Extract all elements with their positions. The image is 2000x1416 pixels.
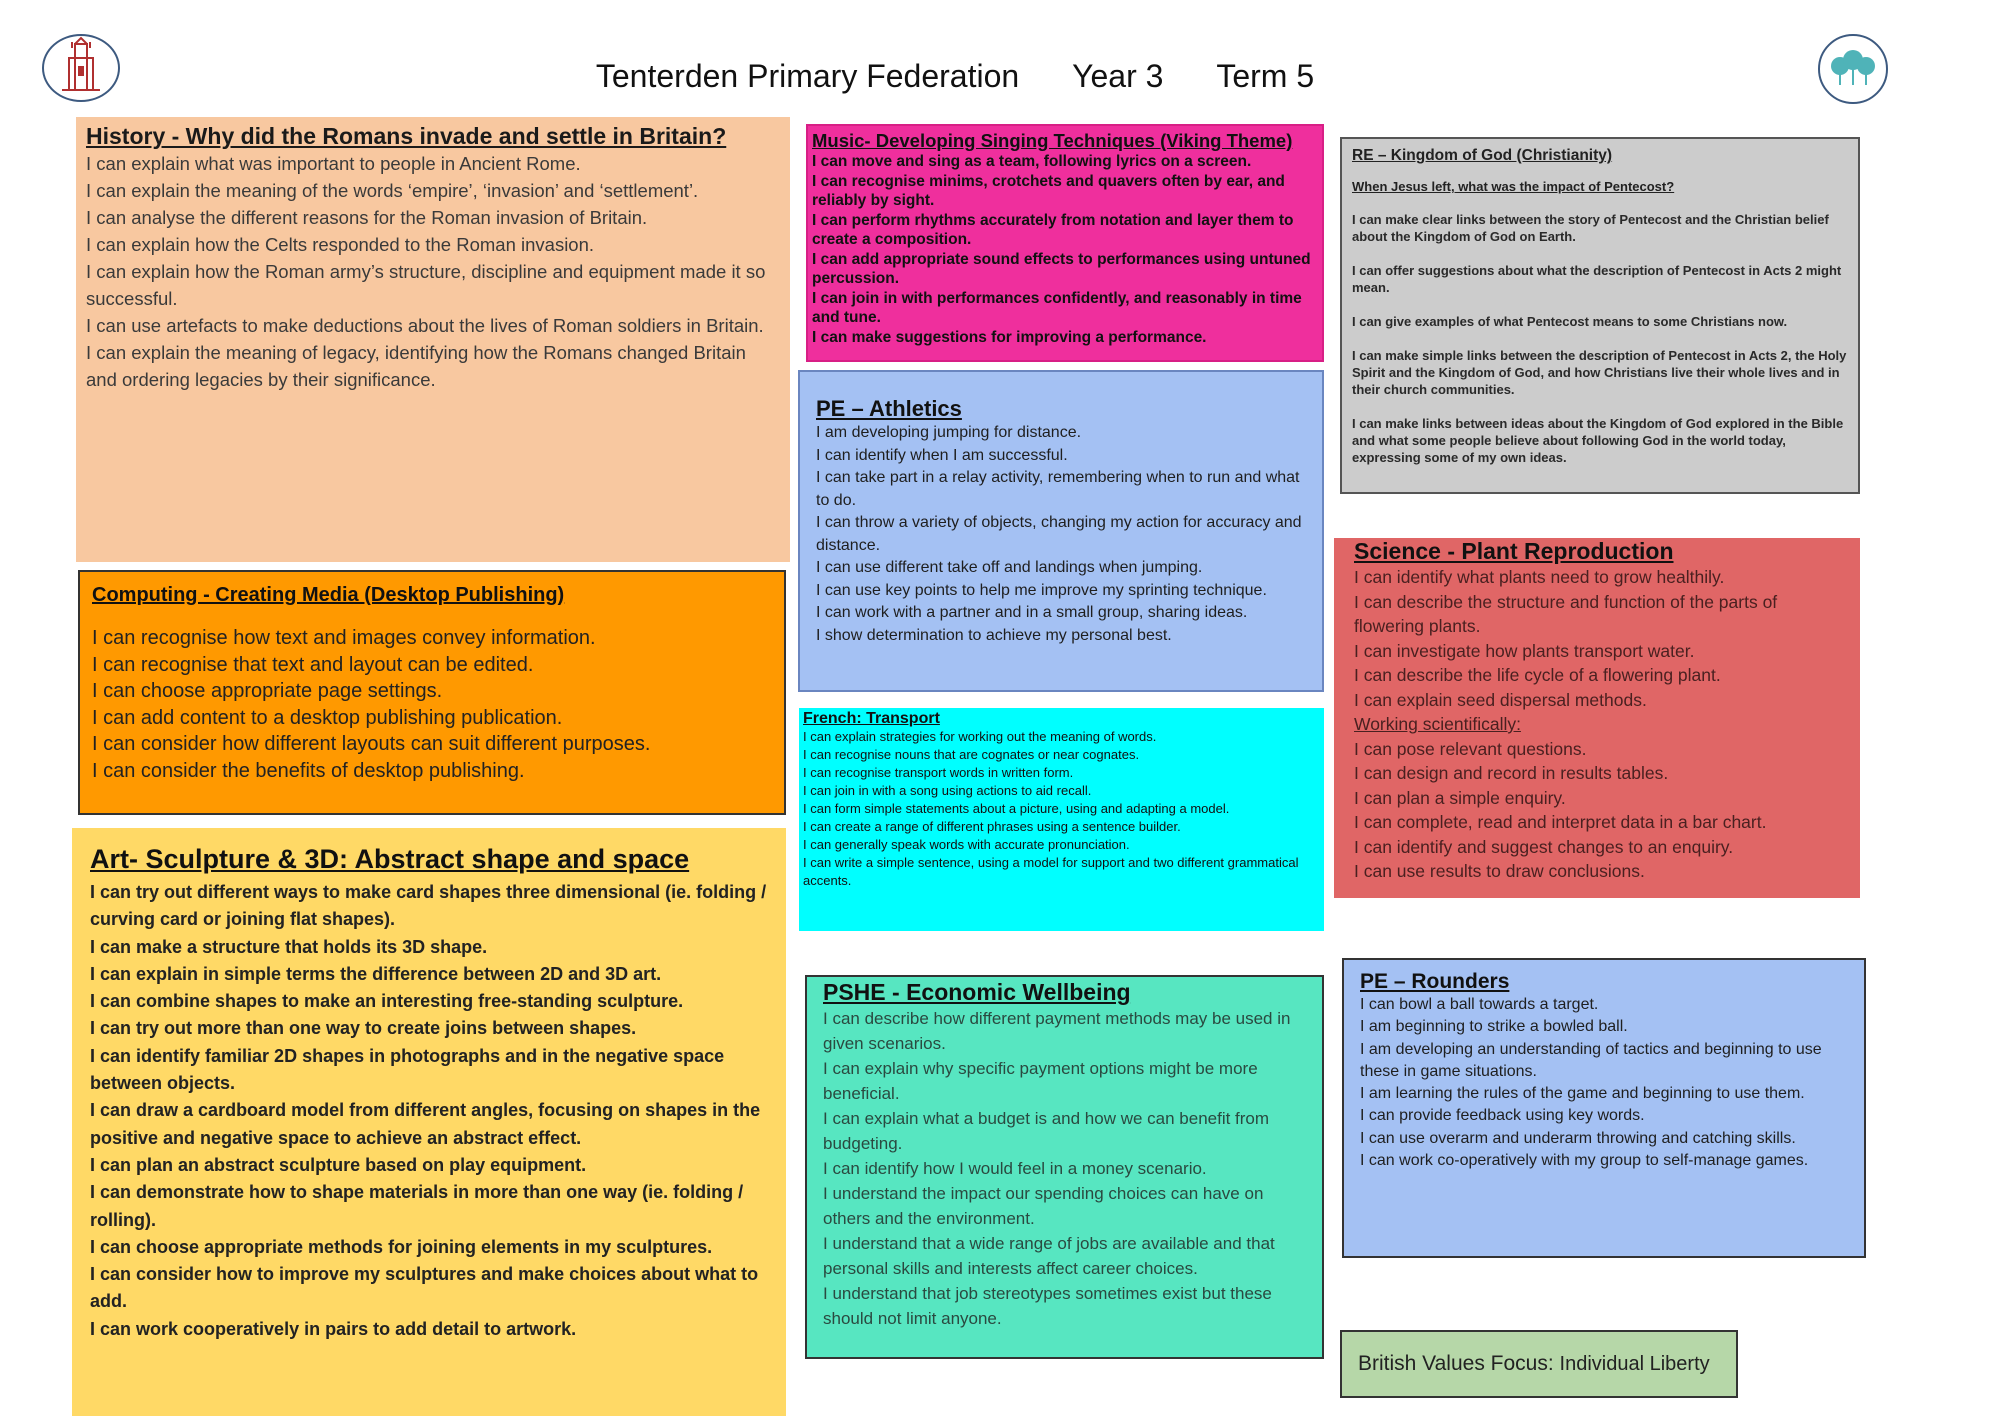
pe-athletics-line: I can work with a partner and in a small group, sharing ideas. — [816, 604, 1248, 621]
history-line: I can explain what was important to people in Ancient Rome. — [86, 153, 581, 174]
art-line: I can combine shapes to make an interesting free-standing sculpture. — [90, 991, 684, 1012]
pe-rounders-line: I am beginning to strike a bowled ball. — [1360, 1018, 1628, 1036]
pshe-line: I can describe how different payment methods may be used in given scenarios. — [823, 1009, 1291, 1053]
art-line: I can choose appropriate methods for joining elements in my sculptures. — [90, 1236, 713, 1257]
science-working-line: I can identify and suggest changes to an enquiry. — [1354, 836, 1734, 857]
french-line: I can write a simple sentence, using a model for support and two different grammatical accents. — [803, 855, 1299, 888]
science-line: I can identify what plants need to grow healthily. — [1354, 567, 1725, 587]
french-line: I can recognise transport words in written form. — [803, 765, 1074, 780]
art-line: I can try out more than one way to create joins between shapes. — [90, 1018, 637, 1039]
pe-rounders-line: I can provide feedback using key words. — [1360, 1107, 1645, 1125]
pe-rounders-title: PE – Rounders — [1360, 970, 1510, 993]
pe-rounders-line: I can use overarm and underarm throwing and catching skills. — [1360, 1129, 1796, 1147]
working-scientifically-heading: Working scientifically: — [1354, 714, 1521, 734]
history-line: I can explain the meaning of the words ‘empire’, ‘invasion’ and ‘settlement’. — [86, 180, 699, 201]
computing-line: I can recognise that text and layout can be edited. — [92, 653, 534, 676]
pe-athletics-line: I can throw a variety of objects, changing my action for accuracy and distance. — [816, 514, 1302, 554]
science-working-line: I can complete, read and interpret data in a bar chart. — [1354, 812, 1767, 832]
art-line: I can consider how to improve my sculptures and make choices about what to add. — [90, 1264, 759, 1312]
music-line: I can add appropriate sound effects to performances using untuned percussion. — [812, 250, 1311, 287]
science-working-line: I can plan a simple enquiry. — [1354, 787, 1566, 808]
re-line: I can make links between ideas about the Kingdom of God explored in the Bible and what some people believe about following God in the world today, expressing some of my own ideas. — [1352, 416, 1844, 465]
computing-line: I can choose appropriate page settings. — [92, 680, 443, 702]
art-title: Art- Sculpture & 3D: Abstract shape and space — [90, 844, 690, 874]
history-panel — [76, 117, 790, 562]
re-panel — [1340, 137, 1860, 494]
pshe-line: I understand that a wide range of jobs are available and that personal skills and interests affect career choices. — [823, 1234, 1275, 1278]
french-panel — [799, 708, 1324, 931]
pe-athletics-line: I am developing jumping for distance. — [816, 424, 1082, 441]
french-line: I can recognise nouns that are cognates or near cognates. — [803, 747, 1140, 762]
art-line: I can draw a cardboard model from different angles, focusing on shapes in the positive and negative space to achieve an abstract effect. — [90, 1100, 761, 1148]
pe-rounders-line: I can work co-operatively with my group to self-manage games. — [1360, 1152, 1809, 1170]
french-line: I can create a range of different phrases using a sentence builder. — [803, 819, 1181, 834]
art-line: I can make a structure that holds its 3D shape. — [90, 936, 488, 957]
art-line: I can demonstrate how to shape materials in more than one way (ie. folding / rolling). — [90, 1182, 744, 1230]
music-line: I can join in with performances confidently, and reasonably in time and tune. — [812, 289, 1302, 326]
pe-athletics-line: I show determination to achieve my personal best. — [816, 626, 1172, 644]
science-panel — [1334, 538, 1860, 898]
french-line: I can join in with a song using actions to aid recall. — [803, 783, 1092, 798]
pshe-panel — [805, 975, 1324, 1359]
music-line: I can make suggestions for improving a performance. — [812, 328, 1207, 346]
science-line: I can describe the structure and function of the parts of flowering plants. — [1354, 591, 1778, 636]
art-line: I can work cooperatively in pairs to add detail to artwork. — [90, 1318, 577, 1339]
re-line: I can offer suggestions about what the description of Pentecost in Acts 2 might mean. — [1352, 263, 1842, 295]
music-title: Music- Developing Singing Techniques (Viking Theme) — [812, 130, 1293, 151]
computing-panel — [78, 570, 786, 815]
history-line: I can explain the meaning of legacy, identifying how the Romans changed Britain and ordering legacies by their significance. — [86, 342, 746, 390]
computing-title: Computing - Creating Media (Desktop Publishing) — [92, 584, 565, 606]
music-line: I can recognise minims, crotchets and quavers often by ear, and reliably by sight. — [812, 172, 1285, 209]
art-line: I can identify familiar 2D shapes in photographs and in the negative space between objects. — [90, 1045, 725, 1094]
french-line: I can explain strategies for working out the meaning of words. — [803, 729, 1157, 744]
page-title — [0, 58, 1910, 95]
music-line: I can perform rhythms accurately from notation and layer them to create a composition. — [812, 211, 1294, 248]
british-values-value: Individual Liberty — [1559, 1352, 1710, 1375]
science-line: I can describe the life cycle of a flowering plant. — [1354, 665, 1721, 685]
music-panel — [806, 124, 1324, 362]
science-working-line: I can use results to draw conclusions. — [1354, 861, 1645, 881]
pshe-line: I can explain why specific payment options might be more beneficial. — [823, 1059, 1258, 1103]
science-working-line: I can pose relevant questions. — [1354, 738, 1587, 759]
art-panel — [72, 828, 786, 1416]
french-line: I can generally speak words with accurate pronunciation. — [803, 837, 1130, 852]
history-title: History - Why did the Romans invade and settle in Britain? — [86, 123, 727, 149]
pshe-line: I can identify how I would feel in a money scenario. — [823, 1159, 1207, 1178]
music-line: I can move and sing as a team, following lyrics on a screen. — [812, 153, 1252, 170]
computing-line: I can consider how different layouts can suit different purposes. — [92, 733, 651, 755]
french-title: French: Transport — [803, 710, 940, 727]
history-line: I can analyse the different reasons for the Roman invasion of Britain. — [86, 207, 648, 228]
art-line: I can plan an abstract sculpture based on play equipment. — [90, 1154, 587, 1175]
pe-athletics-line: I can identify when I am successful. — [816, 446, 1068, 464]
re-line: I can make clear links between the story of Pentecost and the Christian belief about the Kingdom of God on Earth. — [1352, 212, 1829, 244]
year-label: Year 3 — [1072, 58, 1164, 94]
re-line: I can give examples of what Pentecost means to some Christians now. — [1352, 314, 1788, 329]
pe-athletics-line: I can use different take off and landings when jumping. — [816, 559, 1203, 576]
pshe-line: I understand the impact our spending choices can have on others and the environment. — [823, 1184, 1264, 1228]
computing-line: I can recognise how text and images convey information. — [92, 627, 596, 649]
pe-rounders-line: I am developing an understanding of tactics and beginning to use these in game situations. — [1360, 1040, 1822, 1080]
re-line: I can make simple links between the description of Pentecost in Acts 2, the Holy Spirit and the Kingdom of God, and how Christians live their whole lives and in their church communities. — [1352, 348, 1847, 397]
pshe-line: I understand that job stereotypes sometimes exist but these should not limit anyone. — [823, 1284, 1272, 1328]
computing-line: I can add content to a desktop publishing publication. — [92, 706, 563, 729]
history-line: I can explain how the Celts responded to the Roman invasion. — [86, 234, 595, 255]
art-line: I can try out different ways to make card shapes three dimensional (ie. folding / curving card or joining flat shapes). — [90, 882, 767, 930]
pshe-title: PSHE - Economic Wellbeing — [823, 979, 1131, 1005]
history-line: I can use artefacts to make deductions about the lives of Roman soldiers in Britain. — [86, 315, 764, 336]
british-values-label: British Values Focus: — [1358, 1352, 1554, 1375]
re-title: RE – Kingdom of God (Christianity) — [1352, 147, 1613, 164]
pshe-line: I can explain what a budget is and how we can benefit from budgeting. — [823, 1109, 1270, 1153]
pe-athletics-line: I can take part in a relay activity, remembering when to run and what to do. — [816, 469, 1300, 509]
pe-rounders-line: I can bowl a ball towards a target. — [1360, 996, 1599, 1013]
pe-athletics-panel — [798, 370, 1324, 692]
pe-rounders-panel — [1342, 958, 1866, 1258]
science-title: Science - Plant Reproduction — [1354, 538, 1674, 564]
school-name: Tenterden Primary Federation — [595, 58, 1020, 94]
science-line: I can explain seed dispersal methods. — [1354, 689, 1647, 710]
re-subtitle: When Jesus left, what was the impact of Pentecost? — [1352, 179, 1675, 194]
pe-athletics-line: I can use key points to help me improve my sprinting technique. — [816, 581, 1267, 599]
term-label: Term 5 — [1216, 58, 1315, 94]
pe-rounders-line: I am learning the rules of the game and beginning to use them. — [1360, 1085, 1805, 1103]
history-line: I can explain how the Roman army’s structure, discipline and equipment made it so successful. — [86, 261, 766, 309]
british-values-box — [1340, 1330, 1738, 1398]
art-line: I can explain in simple terms the difference between 2D and 3D art. — [90, 963, 662, 984]
computing-line: I can consider the benefits of desktop publishing. — [92, 759, 525, 782]
science-line: I can investigate how plants transport water. — [1354, 640, 1695, 661]
french-line: I can form simple statements about a picture, using and adapting a model. — [803, 801, 1230, 816]
science-working-line: I can design and record in results tables. — [1354, 763, 1669, 783]
pe-athletics-title: PE – Athletics — [816, 396, 962, 421]
